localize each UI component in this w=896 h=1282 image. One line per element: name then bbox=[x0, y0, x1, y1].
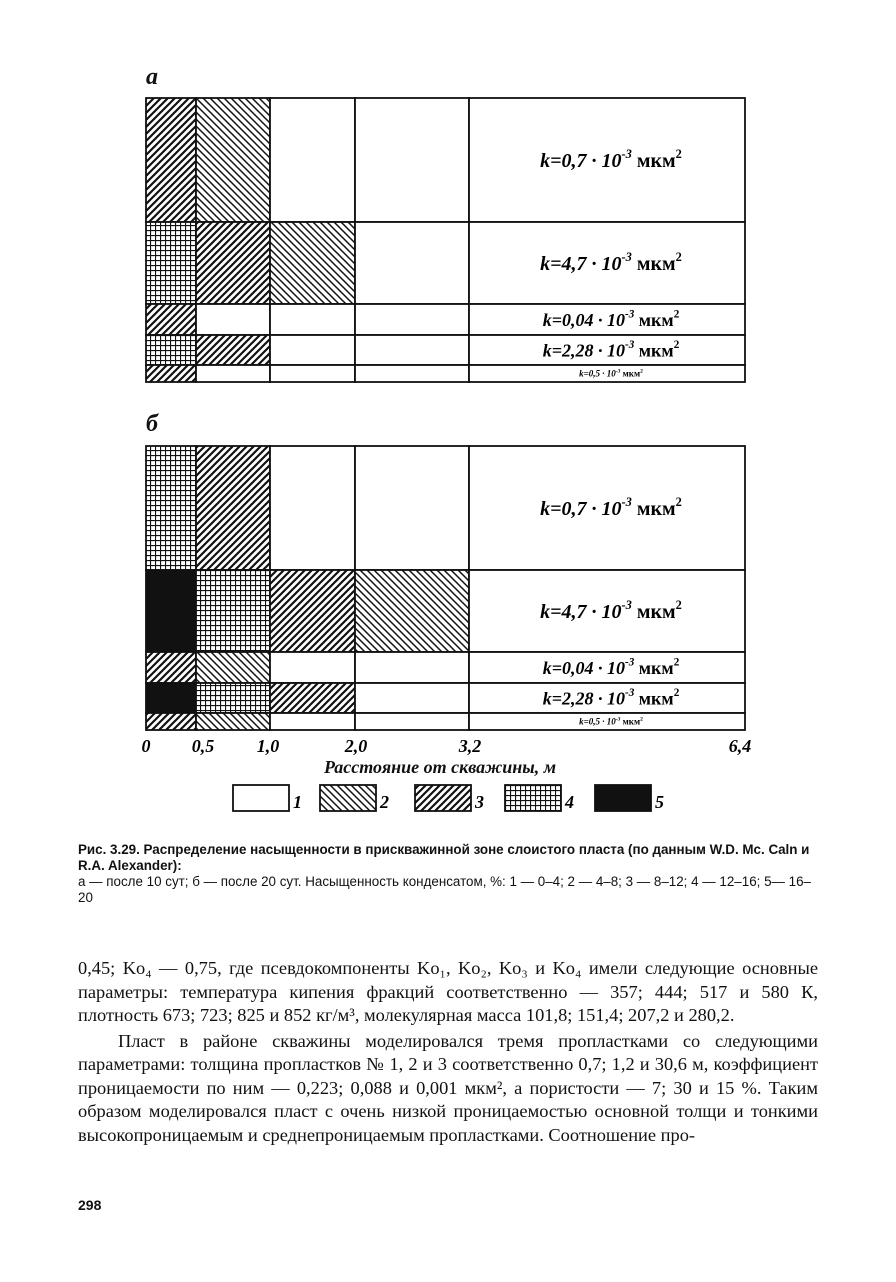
saturation-cell bbox=[270, 570, 355, 652]
x-tick-label: 0 bbox=[141, 736, 151, 756]
legend-swatch bbox=[595, 785, 651, 811]
layer-row bbox=[146, 446, 745, 570]
legend-item bbox=[415, 785, 484, 812]
x-tick-label: 1,0 bbox=[256, 736, 280, 756]
saturation-cell bbox=[196, 683, 270, 713]
saturation-cell bbox=[196, 304, 270, 335]
saturation-cell bbox=[270, 98, 355, 222]
caption-text: а — после 10 сут; б — после 20 сут. Насыщенность конденсатом, %: 1 — 0–4; 2 — 4–8; 3 — 8–12; 4 — 12–16; 5— 16–20 bbox=[78, 874, 811, 905]
saturation-cell bbox=[196, 652, 270, 683]
saturation-cell bbox=[270, 365, 355, 382]
saturation-cell bbox=[196, 222, 270, 304]
permeability-label: $k=0,04 \cdot 10^{-3}$ мкм$^2$ bbox=[542, 656, 680, 678]
permeability-label: $k=4,7 \cdot 10^{-3}$ мкм$^2$ bbox=[540, 598, 682, 623]
saturation-cell bbox=[270, 652, 355, 683]
legend-item bbox=[233, 785, 302, 812]
permeability-label: $k=0,7 \cdot 10^{-3}$ мкм$^2$ bbox=[540, 495, 682, 520]
saturation-cell bbox=[196, 713, 270, 730]
x-tick-label: 6,4 bbox=[728, 736, 752, 756]
panel-b bbox=[146, 446, 745, 730]
panel-label-b: б bbox=[146, 411, 158, 437]
saturation-cell bbox=[355, 335, 469, 365]
paragraph-2: Пласт в районе скважины моделировался тремя пропластками со следующими параметрами: толщина пропластков № 1, 2 и 3 соответственно 0,7; 1,2 и 30,6 м, коэффициент проницаемости по ним — 0,223; 0,088 и 0,001 мкм², а пористости — 7; 30 и 15 %. Таким образом моделировался пласт с очень низкой проницаемостью основной толщи и тонкими высокопроницаемым и среднепроницаемым пропластками. Соотношение про- bbox=[78, 1030, 818, 1145]
saturation-cell bbox=[196, 446, 270, 570]
legend-label: 1 bbox=[293, 792, 302, 812]
legend-label: 2 bbox=[380, 792, 389, 812]
layer-row bbox=[146, 98, 745, 222]
layer-row bbox=[146, 683, 745, 713]
saturation-cell bbox=[146, 98, 196, 222]
layer-row bbox=[146, 713, 745, 730]
saturation-cell bbox=[196, 570, 270, 652]
panel-label-a: а bbox=[146, 64, 158, 90]
saturation-cell bbox=[146, 365, 196, 382]
saturation-cell bbox=[270, 683, 355, 713]
saturation-cell bbox=[270, 335, 355, 365]
saturation-cell bbox=[196, 98, 270, 222]
saturation-cell bbox=[355, 713, 469, 730]
saturation-cell bbox=[146, 570, 196, 652]
caption-title: Рис. 3.29. Распределение насыщенности в прискважинной зоне слоистого пласта (по данным W.D. Mc. Caln и R.A. Alexander): bbox=[78, 842, 810, 873]
legend-label: 3 bbox=[475, 792, 484, 812]
layer-row bbox=[146, 365, 745, 382]
saturation-cell bbox=[270, 304, 355, 335]
legend-swatch bbox=[505, 785, 561, 811]
layer-row bbox=[146, 335, 745, 365]
saturation-cell bbox=[196, 365, 270, 382]
layer-row bbox=[146, 570, 745, 652]
x-tick-label: 3,2 bbox=[458, 736, 482, 756]
legend-swatch bbox=[320, 785, 376, 811]
saturation-cell bbox=[355, 446, 469, 570]
saturation-cell bbox=[355, 304, 469, 335]
layer-row bbox=[146, 652, 745, 683]
saturation-cell bbox=[146, 652, 196, 683]
layer-row bbox=[146, 304, 745, 335]
legend-item bbox=[505, 785, 574, 812]
x-axis-ticks bbox=[142, 736, 752, 756]
saturation-cell bbox=[196, 335, 270, 365]
x-tick-label: 0,5 bbox=[191, 736, 215, 756]
saturation-cell bbox=[146, 304, 196, 335]
legend-label: 5 bbox=[655, 792, 664, 812]
permeability-label: $k=2,28 \cdot 10^{-3}$ мкм$^2$ bbox=[542, 687, 680, 709]
saturation-cell bbox=[146, 222, 196, 304]
paragraph-1: 0,45; Ko₄ — 0,75, где псевдокомпоненты Ko₁, Ko₂, Ko₃ и Ko₄ имели следующие основные параметры: температура кипения фракций соответственно — 357; 444; 517 и 580 К, плотность 673; 723; 825 и 852 кг/м³, молекулярная масса 101,8; 151,4; 207,2 и 280,2. bbox=[78, 958, 818, 1025]
page-number: 298 bbox=[78, 1197, 102, 1213]
panel-a bbox=[146, 98, 745, 382]
legend-swatch bbox=[233, 785, 289, 811]
saturation-cell bbox=[146, 683, 196, 713]
saturation-cell bbox=[355, 222, 469, 304]
legend-item bbox=[320, 785, 389, 812]
permeability-label: $k=0,5 \cdot 10^{-3}$ мкм$^2$ bbox=[579, 368, 643, 379]
legend-swatch bbox=[415, 785, 471, 811]
legend bbox=[233, 785, 664, 812]
permeability-label: $k=2,28 \cdot 10^{-3}$ мкм$^2$ bbox=[542, 339, 680, 361]
legend-label: 4 bbox=[565, 792, 574, 812]
permeability-label: $k=0,7 \cdot 10^{-3}$ мкм$^2$ bbox=[540, 147, 682, 172]
saturation-cell bbox=[270, 713, 355, 730]
saturation-cell bbox=[355, 98, 469, 222]
body-text bbox=[78, 957, 818, 1147]
legend-item bbox=[595, 785, 664, 812]
permeability-label: $k=4,7 \cdot 10^{-3}$ мкм$^2$ bbox=[540, 250, 682, 275]
saturation-cell bbox=[355, 570, 469, 652]
permeability-label: $k=0,04 \cdot 10^{-3}$ мкм$^2$ bbox=[542, 308, 680, 330]
figure-caption bbox=[78, 842, 823, 906]
saturation-cell bbox=[355, 365, 469, 382]
layer-row bbox=[146, 222, 745, 304]
saturation-cell bbox=[146, 446, 196, 570]
saturation-cell bbox=[355, 683, 469, 713]
saturation-cell bbox=[270, 222, 355, 304]
permeability-label: $k=0,5 \cdot 10^{-3}$ мкм$^2$ bbox=[579, 716, 643, 727]
x-tick-label: 2,0 bbox=[344, 736, 368, 756]
x-axis-title: Расстояние от скважины, м bbox=[324, 757, 557, 777]
saturation-cell bbox=[355, 652, 469, 683]
saturation-cell bbox=[146, 713, 196, 730]
saturation-cell bbox=[146, 335, 196, 365]
saturation-cell bbox=[270, 446, 355, 570]
